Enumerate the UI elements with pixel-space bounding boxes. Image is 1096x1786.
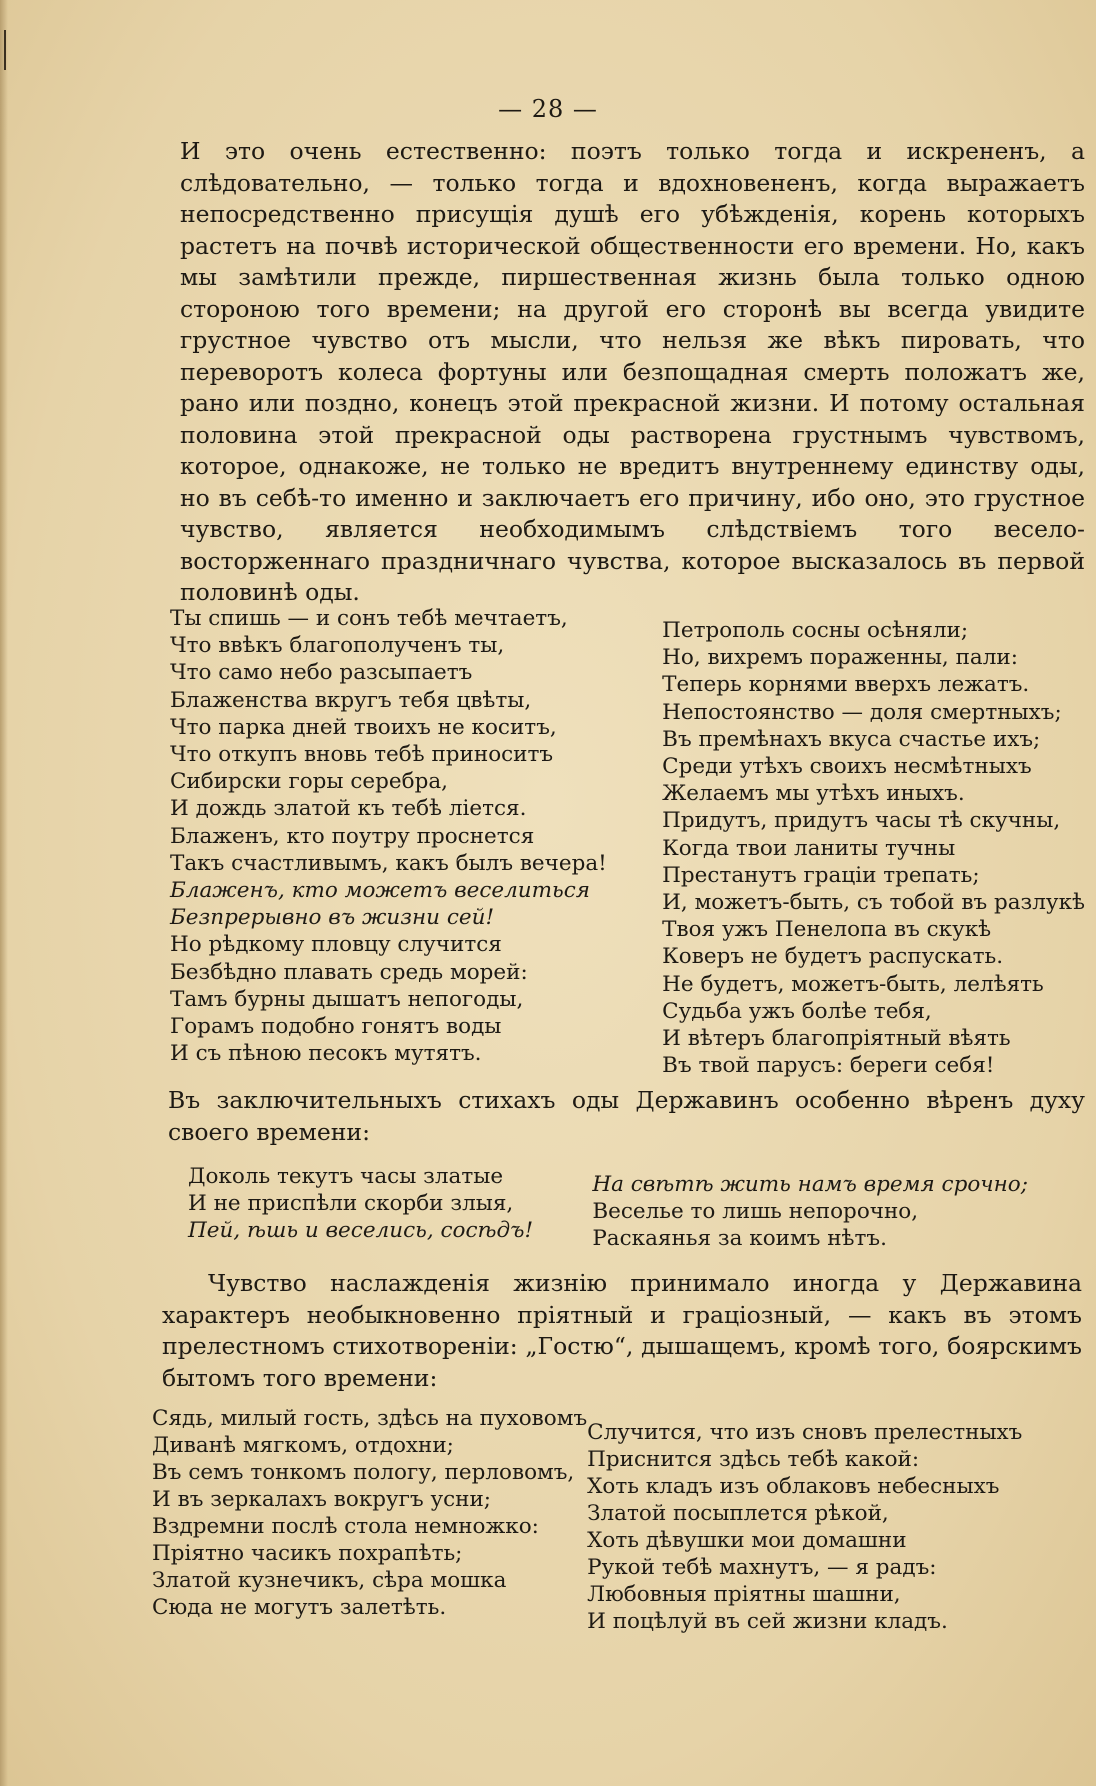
verse-line: Такъ счастливымъ, какъ былъ вечера! <box>170 850 607 876</box>
verse-line: Хоть дѣвушки мои домашни <box>587 1528 907 1553</box>
verse-line: Случится, что изъ сновъ прелестныхъ <box>587 1420 1023 1445</box>
verse-line: Вздремни послѣ стола немножко: <box>152 1514 539 1539</box>
paragraph-1: И это очень естественно: поэтъ только тогда и искрененъ, а слѣдовательно, — только тогда и вдохновененъ, когда выражаетъ непосредственно присущія душѣ его убѣжденія, корень которыхъ растетъ на почвѣ исторической общественности его времени. Но, какъ мы замѣтили прежде, пиршественная жизнь была только одною стороною того времени; на другой его сторонѣ вы всегда увидите грустное чувство отъ мысли, что нельзя же вѣкъ пировать, что переворотъ колеса фортуны или безпощадная смерть положатъ же, рано или поздно, конецъ этой прекрасной жизни. И потому остальная половина этой прекрасной оды растворена грустнымъ чувствомъ, которое, однакоже, не только не вредитъ внутреннему единству оды, но въ себѣ-то именно и заключаетъ его причину, ибо оно, это грустное чувство, является необходимымъ слѣдствіемъ того весело-восторженнаго праздничнаго чувства, которое высказалось въ первой половинѣ оды. <box>180 137 1085 606</box>
verse-line: Златой кузнечикъ, сѣра мошка <box>152 1568 507 1593</box>
verse-line: Но рѣдкому пловцу случится <box>170 932 502 958</box>
verse-line: Что парка дней твоихъ не коситъ, <box>170 714 557 740</box>
verse-line: Пей, ѣшь и веселись, сосѣдъ! <box>188 1218 534 1244</box>
verse-line: Любовныя пріятны шашни, <box>587 1582 901 1607</box>
verse-line: Доколь текутъ часы златые <box>188 1164 504 1189</box>
verse-line: Что ввѣкъ благополученъ ты, <box>170 633 505 659</box>
verse-line: Въ премѣнахъ вкуса счастье ихъ; <box>662 726 1041 752</box>
verse-line: Въ семъ тонкомъ пологу, перловомъ, <box>152 1460 575 1485</box>
verse-line: Златой посыплется рѣкой, <box>587 1501 889 1526</box>
verse-column-right <box>592 1171 1028 1253</box>
verse-line: Непостоянство — доля смертныхъ; <box>662 699 1062 725</box>
verse-column-left <box>170 605 607 1079</box>
verse-line: Сядь, милый гость, здѣсь на пуховомъ <box>152 1406 588 1431</box>
verse-line: И, можетъ-быть, съ тобой въ разлукѣ <box>662 890 1085 916</box>
verse-line: Сибирски горы серебра, <box>170 769 448 795</box>
verse-line: Что само небо разсыпаетъ <box>170 660 473 686</box>
verse-line: И въ зеркалахъ вокругъ усни; <box>152 1487 492 1512</box>
verse-line: Но, вихремъ пораженны, пали: <box>662 645 1018 671</box>
verse-line: Желаемъ мы утѣхъ иныхъ. <box>662 781 965 807</box>
page-number: — 28 — <box>498 95 598 123</box>
verse-line: Хоть кладъ изъ облаковъ небесныхъ <box>587 1474 1000 1499</box>
verse-line: Горамъ подобно гонятъ воды <box>170 1014 502 1040</box>
verse-line: Коверъ не будетъ распускать. <box>662 944 1004 970</box>
verse-line: Среди утѣхъ своихъ несмѣтныхъ <box>662 754 1032 780</box>
verse-block-2 <box>188 1163 1048 1253</box>
verse-line: Судьба ужъ болѣе тебя, <box>662 998 932 1024</box>
verse-line: Блаженъ, кто поутру проснется <box>170 823 535 849</box>
verse-line: Въ твой парусъ: береги себя! <box>662 1053 995 1079</box>
verse-block-3 <box>152 1405 1022 1635</box>
verse-line: Петрополь сосны осѣняли; <box>662 618 969 643</box>
verse-line: И вѣтеръ благопріятный вѣять <box>662 1026 1011 1052</box>
verse-line: Ты спишь — и сонъ тебѣ мечтаетъ, <box>170 606 568 631</box>
verse-line: Блаженства вкругъ тебя цвѣты, <box>170 687 532 713</box>
verse-line: Безпрерывно въ жизни сей! <box>170 905 495 931</box>
verse-line: Тамъ бурны дышатъ непогоды, <box>170 986 524 1012</box>
verse-line: И съ пѣною песокъ мутятъ. <box>170 1041 482 1067</box>
verse-line: И дождь златой къ тебѣ ліется. <box>170 796 527 822</box>
verse-line: Престанутъ граціи трепать; <box>662 862 980 888</box>
verse-line: Безбѣдно плавать средь морей: <box>170 959 528 985</box>
verse-line: Рукой тебѣ махнутъ, — я радъ: <box>587 1555 937 1580</box>
verse-line: Диванѣ мягкомъ, отдохни; <box>152 1433 454 1458</box>
verse-column-left <box>188 1163 533 1253</box>
verse-block-1 <box>170 605 1085 1079</box>
verse-column-right <box>662 617 1085 1079</box>
verse-line: Блаженъ, кто можетъ веселиться <box>170 878 591 904</box>
verse-line: Сюда не могутъ залетѣть. <box>152 1595 447 1620</box>
verse-line: На свѣтѣ жить намъ время срочно; <box>592 1172 1028 1197</box>
verse-line: Придутъ, придутъ часы тѣ скучны, <box>662 808 1061 834</box>
verse-line: И не приспѣли скорби злыя, <box>188 1191 514 1217</box>
verse-line: Не будетъ, можетъ-быть, лелѣять <box>662 971 1044 997</box>
verse-line: Что откупъ вновь тебѣ приноситъ <box>170 742 554 768</box>
verse-line: Когда твои ланиты тучны <box>662 835 956 861</box>
verse-line: Веселье то лишь непорочно, <box>592 1199 919 1225</box>
verse-line: Теперь корнями вверхъ лежатъ. <box>662 672 1030 698</box>
margin-mark <box>4 30 6 70</box>
verse-line: Твоя ужъ Пенелопа въ скукѣ <box>662 917 992 943</box>
verse-line: И поцѣлуй въ сей жизни кладъ. <box>587 1609 948 1634</box>
verse-line: Приснится здѣсь тебѣ какой: <box>587 1447 920 1472</box>
verse-column-right <box>587 1419 1022 1635</box>
verse-line: Пріятно часикъ похрапѣть; <box>152 1541 463 1566</box>
verse-column-left <box>152 1405 587 1635</box>
verse-line: Раскаянья за коимъ нѣтъ. <box>592 1226 887 1252</box>
paragraph-2: Въ заключительныхъ стихахъ оды Державинъ особенно вѣренъ духу своего времени: <box>168 1086 1085 1146</box>
paragraph-3: Чувство наслажденія жизнію принимало иногда у Державина характеръ необыкновенно пріятный и граціозный, — какъ въ этомъ прелестномъ стихотвореніи: „Гостю“, дышащемъ, кромѣ того, боярскимъ бытомъ того времени: <box>162 1269 1082 1392</box>
page-edge-shadow <box>0 0 8 1786</box>
